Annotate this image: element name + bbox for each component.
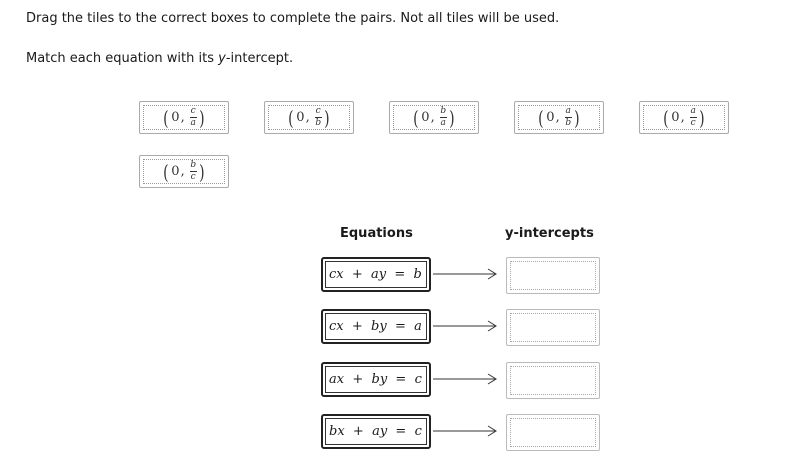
coordinate-pair: ( 0 , $\frac{a}{b}$ ) <box>538 105 580 130</box>
fraction: $\frac{a}{b}$ <box>565 106 572 128</box>
tile-0-c-over-a[interactable] <box>139 101 229 134</box>
tile-0-b-over-c[interactable] <box>139 155 229 188</box>
equation-text: cx + ay = b <box>329 267 422 282</box>
instruction-match: Match each equation with its y-intercept. <box>26 51 294 66</box>
equation-box <box>321 414 431 449</box>
fraction: $\frac{c}{b}$ <box>315 106 322 128</box>
fraction: $\frac{b}{a}$ <box>440 106 447 128</box>
equations-heading: Equations <box>340 226 413 241</box>
drop-target-3[interactable] <box>506 362 600 399</box>
drop-target-4[interactable] <box>506 414 600 451</box>
drop-target-1[interactable] <box>506 257 600 294</box>
coordinate-pair: ( 0 , $\frac{c}{a}$ ) <box>163 105 205 130</box>
fraction: $\frac{a}{c}$ <box>690 106 696 128</box>
tile-0-c-over-b[interactable] <box>264 101 354 134</box>
fraction: $\frac{b}{c}$ <box>190 160 197 182</box>
arrow-right-icon <box>433 268 499 280</box>
coordinate-pair: ( 0 , $\frac{b}{c}$ ) <box>163 159 205 184</box>
equation-box <box>321 309 431 344</box>
arrow-right-icon <box>433 373 499 385</box>
equation-text: bx + ay = c <box>329 424 422 439</box>
tile-0-a-over-b[interactable] <box>514 101 604 134</box>
arrow-right-icon <box>433 320 499 332</box>
tile-0-b-over-a[interactable] <box>389 101 479 134</box>
equation-text: ax + by = c <box>329 372 422 387</box>
arrow-right-icon <box>433 425 499 437</box>
equation-text: cx + by = a <box>329 319 422 334</box>
coordinate-pair: ( 0 , $\frac{b}{a}$ ) <box>413 105 455 130</box>
drop-target-2[interactable] <box>506 309 600 346</box>
equation-box <box>321 257 431 292</box>
coordinate-pair: ( 0 , $\frac{c}{b}$ ) <box>288 105 330 130</box>
coordinate-pair: ( 0 , $\frac{a}{c}$ ) <box>663 105 705 130</box>
equation-box <box>321 362 431 397</box>
tile-0-a-over-c[interactable] <box>639 101 729 134</box>
fraction: $\frac{c}{a}$ <box>190 106 196 128</box>
y-intercepts-heading: y-intercepts <box>505 226 594 241</box>
instruction-drag: Drag the tiles to the correct boxes to complete the pairs. Not all tiles will be used. <box>26 11 560 26</box>
